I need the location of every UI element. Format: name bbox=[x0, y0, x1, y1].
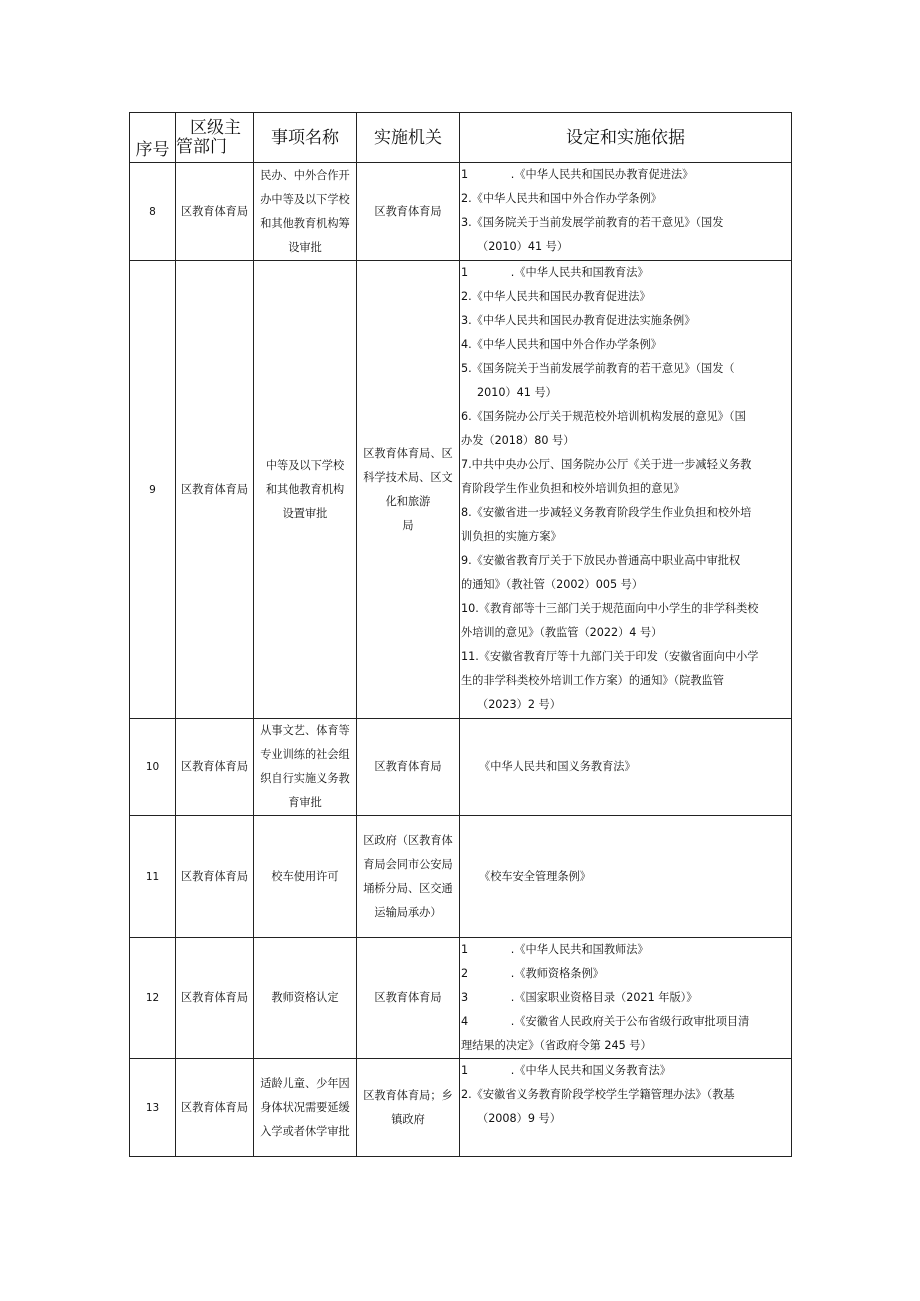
item-line: 从事文艺、体育等 bbox=[260, 724, 350, 737]
table-row bbox=[130, 1059, 792, 1157]
basis-line: 2.《安徽省义务教育阶段学校学生学籍管理办法》（教基 bbox=[461, 1088, 735, 1101]
row-item bbox=[254, 816, 357, 938]
basis-line: 6.《国务院办公厅关于规范校外培训机构发展的意见》（国 bbox=[461, 410, 746, 423]
header-org: 实施机关 bbox=[357, 113, 460, 163]
basis-line: 1 .《中华人民共和国民办教育促进法》 bbox=[461, 168, 694, 181]
item-line: 设审批 bbox=[288, 240, 322, 254]
row-seq: 13 bbox=[130, 1059, 176, 1157]
basis-line: 2.《中华人民共和国民办教育促进法》 bbox=[461, 290, 651, 303]
basis-line: （2008）9 号） bbox=[477, 1112, 561, 1125]
row-org bbox=[357, 1059, 460, 1157]
item-line: 民办、中外合作开 bbox=[260, 168, 350, 182]
row-seq: 9 bbox=[130, 261, 176, 719]
row-dept: 区教育体育局 bbox=[176, 1059, 254, 1157]
basis-line: 3 .《国家职业资格目录（2021 年版）》 bbox=[461, 991, 698, 1004]
basis-line: 办发（2018）80 号） bbox=[461, 434, 575, 447]
org-line: 运输局承办） bbox=[374, 905, 442, 919]
item-line: 专业训练的社会组 bbox=[260, 748, 350, 761]
org-line: 局 bbox=[402, 518, 414, 532]
basis-line: 理结果的决定》（省政府令第 245 号） bbox=[461, 1039, 652, 1052]
row-item bbox=[254, 719, 357, 816]
row-item bbox=[254, 1059, 357, 1157]
table-row bbox=[130, 261, 792, 719]
basis-line: 10.《教育部等十三部门关于规范面向中小学生的非学科类校 bbox=[461, 602, 759, 615]
item-line: 织自行实施义务教 bbox=[260, 772, 350, 785]
row-item bbox=[254, 261, 357, 719]
item-line: 教师资格认定 bbox=[271, 991, 339, 1004]
basis-line: 7.中共中央办公厅、国务院办公厅《关于进一步减轻义务教 bbox=[461, 458, 752, 471]
row-seq: 11 bbox=[130, 816, 176, 938]
item-line: 育审批 bbox=[288, 796, 322, 809]
table-row bbox=[130, 816, 792, 938]
org-line: 化和旅游 bbox=[385, 494, 431, 508]
item-line: 入学或者休学审批 bbox=[260, 1124, 350, 1138]
item-line: 和其他教育机构 bbox=[265, 482, 345, 496]
table-row bbox=[130, 938, 792, 1059]
basis-line: 训负担的实施方案》 bbox=[461, 530, 562, 543]
item-line: 设置审批 bbox=[282, 506, 328, 520]
row-basis bbox=[460, 719, 792, 816]
row-dept: 区教育体育局 bbox=[176, 719, 254, 816]
basis-line: 3.《国务院关于当前发展学前教育的若干意见》（国发 bbox=[461, 216, 724, 229]
row-org bbox=[357, 719, 460, 816]
basis-line: （2023）2 号） bbox=[477, 698, 561, 711]
item-line: 办中等及以下学校 bbox=[260, 192, 350, 206]
row-basis bbox=[460, 163, 792, 261]
basis-line: 《中华人民共和国义务教育法》 bbox=[479, 760, 636, 773]
item-line: 适龄儿童、少年因 bbox=[260, 1076, 350, 1090]
header-seq: 序号 bbox=[130, 113, 176, 163]
org-line: 区教育体育局 bbox=[374, 204, 442, 218]
basis-line: 4 .《安徽省人民政府关于公布省级行政审批项目清 bbox=[461, 1015, 750, 1028]
header-dept bbox=[176, 113, 254, 163]
item-line: 和其他教育机构筹 bbox=[260, 216, 350, 230]
row-org bbox=[357, 938, 460, 1059]
row-basis bbox=[460, 816, 792, 938]
header-dept-line2: 管部门 bbox=[176, 137, 227, 157]
basis-line: 1 .《中华人民共和国教育法》 bbox=[461, 266, 649, 279]
basis-line: 2.《中华人民共和国中外合作办学条例》 bbox=[461, 192, 662, 205]
row-basis bbox=[460, 1059, 792, 1157]
basis-line: 1 .《中华人民共和国教师法》 bbox=[461, 943, 649, 956]
basis-line: 3.《中华人民共和国民办教育促进法实施条例》 bbox=[461, 314, 696, 327]
basis-line: 2 .《教师资格条例》 bbox=[461, 967, 604, 980]
basis-line: 9.《安徽省教育厅关于下放民办普通高中职业高中审批权 bbox=[461, 554, 741, 567]
basis-line: 5.《国务院关于当前发展学前教育的若干意见》（国发（ bbox=[461, 362, 735, 375]
basis-line: 11.《安徽省教育厅等十九部门关于印发（安徽省面向中小学 bbox=[461, 650, 759, 663]
basis-line: 8.《安徽省进一步减轻义务教育阶段学生作业负担和校外培 bbox=[461, 506, 752, 519]
row-dept: 区教育体育局 bbox=[176, 938, 254, 1059]
item-line: 校车使用许可 bbox=[271, 869, 339, 883]
row-dept: 区教育体育局 bbox=[176, 261, 254, 719]
row-dept: 区教育体育局 bbox=[176, 816, 254, 938]
org-line: 埇桥分局、区交通 bbox=[363, 881, 453, 895]
row-dept: 区教育体育局 bbox=[176, 163, 254, 261]
basis-line: 1 .《中华人民共和国义务教育法》 bbox=[461, 1064, 671, 1077]
basis-line: 4.《中华人民共和国中外合作办学条例》 bbox=[461, 338, 662, 351]
row-item bbox=[254, 938, 357, 1059]
table-row bbox=[130, 719, 792, 816]
basis-line: 的通知》（教社管（2002）005 号） bbox=[461, 578, 644, 591]
basis-line: （2010）41 号） bbox=[477, 240, 569, 253]
row-seq: 10 bbox=[130, 719, 176, 816]
header-dept-line1: 区级主 bbox=[190, 118, 241, 138]
org-line: 区教育体育局；乡 bbox=[363, 1088, 453, 1102]
row-org bbox=[357, 163, 460, 261]
row-org bbox=[357, 816, 460, 938]
basis-line: 生的非学科类校外培训工作方案）的通知》（院教监管 bbox=[461, 674, 724, 687]
row-basis bbox=[460, 261, 792, 719]
org-line: 科学技术局、区文 bbox=[363, 470, 453, 484]
header-row bbox=[130, 113, 792, 163]
row-seq: 8 bbox=[130, 163, 176, 261]
item-line: 中等及以下学校 bbox=[265, 458, 345, 472]
org-line: 区政府（区教育体 bbox=[363, 833, 453, 847]
row-org bbox=[357, 261, 460, 719]
basis-line: 《校车安全管理条例》 bbox=[479, 869, 591, 883]
table-row bbox=[130, 163, 792, 261]
org-line: 镇政府 bbox=[391, 1112, 425, 1126]
approval-items-table bbox=[129, 112, 792, 1157]
org-line: 区教育体育局 bbox=[374, 991, 442, 1004]
row-item bbox=[254, 163, 357, 261]
row-seq: 12 bbox=[130, 938, 176, 1059]
header-basis: 设定和实施依据 bbox=[460, 113, 792, 163]
basis-line: 外培训的意见》（教监管（2022）4 号） bbox=[461, 626, 663, 639]
org-line: 区教育体育局 bbox=[374, 760, 442, 773]
org-line: 区教育体育局、区 bbox=[363, 446, 453, 460]
row-basis bbox=[460, 938, 792, 1059]
item-line: 身体状况需要延缓 bbox=[260, 1100, 350, 1114]
org-line: 育局会同市公安局 bbox=[363, 857, 453, 871]
header-item: 事项名称 bbox=[254, 113, 357, 163]
basis-line: 育阶段学生作业负担和校外培训负担的意见》 bbox=[461, 482, 685, 495]
basis-line: 2010）41 号） bbox=[477, 386, 557, 399]
